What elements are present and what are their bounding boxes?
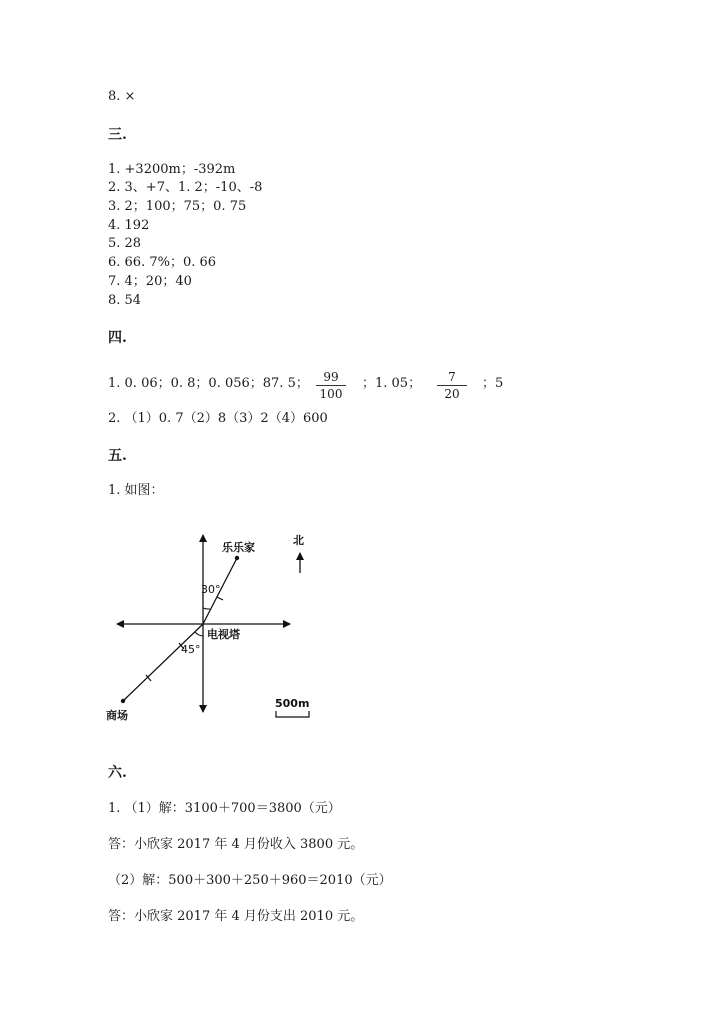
q1-suffix: ；5	[482, 376, 504, 391]
solution-line: 1. （1）解：3100＋700＝3800（元）	[108, 801, 341, 816]
answer-item: 1. +3200m；-392m	[108, 162, 236, 177]
home-label: 乐乐家	[222, 541, 255, 554]
answer-item: 8. 54	[108, 293, 142, 308]
section-4-heading: 四.	[108, 330, 127, 346]
angle-30-label: 30°	[201, 583, 221, 596]
answer-line-8: 8. ×	[108, 89, 136, 104]
answer-item: 6. 66. 7%；0. 66	[108, 255, 217, 270]
ray-to-mall	[123, 624, 203, 701]
angle-arc-45	[195, 632, 203, 636]
direction-diagram	[100, 525, 340, 725]
fraction-denominator: 20	[444, 387, 460, 401]
q1-mid: ；1. 05；	[362, 376, 422, 391]
fraction-numerator: 7	[437, 370, 467, 386]
scale-label: 500m	[275, 697, 310, 710]
mall-label: 商场	[106, 709, 128, 722]
q1-label: 1. 如图：	[108, 483, 164, 498]
answer-item: 7. 4；20；40	[108, 274, 192, 289]
answer-line: 答：小欣家 2017 年 4 月份支出 2010 元。	[108, 909, 364, 924]
north-label: 北	[293, 534, 304, 547]
angle-arc-30	[203, 608, 210, 609]
section-3-heading: 三.	[108, 127, 127, 143]
q1-prefix: 1. 0. 06；0. 8；0. 056；87. 5；	[108, 376, 309, 391]
section-6-heading: 六.	[108, 765, 127, 781]
answer-item: 3. 2；100；75；0. 75	[108, 199, 247, 214]
answer-line: 答：小欣家 2017 年 4 月份收入 3800 元。	[108, 837, 364, 852]
answer-item: 5. 28	[108, 236, 142, 251]
fraction-denominator: 100	[319, 387, 343, 401]
tower-label: 电视塔	[207, 628, 240, 641]
solution-line: （2）解：500＋300＋250＋960＝2010（元）	[108, 873, 392, 888]
fraction-99-100	[316, 370, 346, 401]
fraction-7-20	[437, 370, 467, 401]
answer-item: 2. 3、+7、1. 2；-10、-8	[108, 180, 263, 195]
q2-answer: 2. （1）0. 7（2）8（3）2（4）600	[108, 411, 328, 426]
answer-item: 4. 192	[108, 218, 150, 233]
fraction-numerator: 99	[316, 370, 346, 386]
angle-45-label: 45°	[181, 643, 201, 656]
scale-bar	[276, 711, 309, 717]
section-5-heading: 五.	[108, 448, 127, 464]
